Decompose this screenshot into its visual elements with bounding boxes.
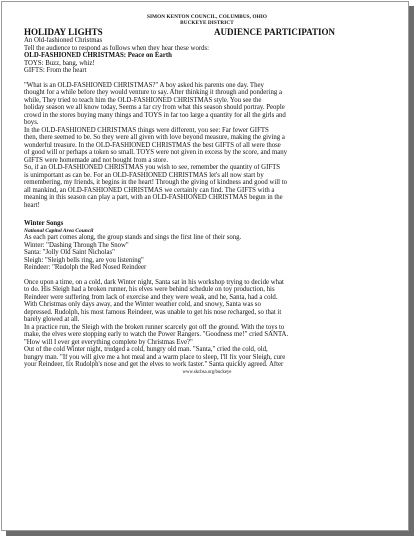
cue-old-fashioned: OLD-FASHIONED CHRISTMAS: Peace on Earth <box>24 52 172 59</box>
section1-intro: Tell the audience to respond as follows when they hear these words: <box>24 44 210 52</box>
song-part: Sleigh: "Sleigh bells ring, are you listening" <box>24 256 144 264</box>
title-left: HOLIDAY LIGHTS <box>24 27 103 37</box>
paragraph-line: holiday season we all know today, Seems a far cry from what this season should portray. People <box>24 104 285 111</box>
song-parts-list <box>24 242 390 272</box>
paragraph-line: thought for a while before they would venture to say. After thinking it through and pondering a <box>24 89 282 96</box>
story-old-fashioned <box>24 82 390 210</box>
paragraph-line: Reindeer were suffering from lack of exercise and they were weak, and he, Santa, had a cold. <box>24 293 278 301</box>
paragraph-line: barely glowed at all. <box>24 316 80 323</box>
paragraph-line: "How will I ever get everything complete by Christmas Eve?" <box>24 338 193 346</box>
title-right: AUDIENCE PARTICIPATION <box>214 27 335 37</box>
paragraph-line: all mankind, an OLD-FASHIONED CHRISTMAS we certainly can find. The GIFTS with a <box>24 186 275 194</box>
section1-subtitle: An Old-fashioned Christmas <box>24 37 103 44</box>
document-page <box>24 14 390 376</box>
song-part: Winter: "Dashing Through The Snow" <box>24 241 129 249</box>
org-line-1: SIMON KENTON COUNCIL, COLUMBUS, OHIO <box>147 14 267 20</box>
cue-gifts: GIFTS: From the heart <box>24 67 87 74</box>
section2-source: National Capitol Area Council <box>24 227 94 234</box>
paragraph-line: your Reindeer, fix Rudolph's nose and get the elves to work faster." Santa quickly agreed. After <box>24 361 284 368</box>
paragraph-line: of good will or perhaps a token so small. TOYS were not given in excess by the score, and many <box>24 149 288 156</box>
paragraph-line: remembering, my friends, it begins in the heart! Through the giving of kindness and good will to <box>24 179 288 186</box>
paragraph-line: heart! <box>24 201 40 209</box>
paragraph-line: while, They tried to teach him the OLD-FASHIONED CHRISTMAS style. You see the <box>24 96 262 104</box>
section2-intro: As each part comes along, the group stands and sings the first line of their song. <box>24 234 242 241</box>
title-row <box>24 27 390 37</box>
section2-subtitle: Winter Songs <box>24 220 64 227</box>
paragraph-line: then, there seemed to be. So they were all given with love beyond measure, making the giving a <box>24 134 285 141</box>
story-winter-songs <box>24 279 390 369</box>
paragraph-line: hungry man. "If you will give me a hot meal and a warm place to sleep, I'll fix your Sleigh, cure <box>24 353 286 361</box>
paragraph-line: "What is an OLD-FASHIONED CHRISTMAS?" A boy asked his parents one day. They <box>24 81 264 89</box>
paragraph-line: In a practice run, the Sleigh with the broken runner scarcely got off the ground. With the toys to <box>24 323 285 331</box>
footer-url: www.skcbsa.org/buckeye <box>182 369 232 375</box>
paragraph-line: With Christmas only days away, and the Winter weather cold, and snowy, Santa was so <box>24 301 261 308</box>
paragraph-line: boys. <box>24 119 39 126</box>
paragraph-line: Out of the cold Winter night, trudged a cold, hungry old man. "Santa," cried the cold, old, <box>24 346 268 353</box>
cue-toys: TOYS: Buzz, bang, whiz! <box>24 59 95 67</box>
document-frame <box>1 1 409 531</box>
song-part: Reindeer: "Rudolph the Red Nosed Reindeer <box>24 264 147 271</box>
paragraph-line: to do. His Sleigh had a broken runner, his elves were behind schedule on toy production, his <box>24 286 275 293</box>
paragraph-line: crowd in the stores buying many things and TOYS in far too large a quantity for all the girls and <box>24 111 286 119</box>
paragraph-line: meaning in this season can play a part, with an OLD-FASHIONED CHRISTMAS begun in the <box>24 194 283 201</box>
paragraph-line: is unimportant as can be. For an OLD-FASHIONED CHRISTMAS let's all now start by <box>24 171 264 179</box>
paragraph-line: make, the elves were stopping early to watch the Power Rangers. "Goodness me!" cried SANTA. <box>24 331 289 338</box>
paragraph-line: GIFTS were homemade and not bought from a store. <box>24 156 169 164</box>
paragraph-line: So, if an OLD-FASHIONED CHRISTMAS you wish to see, remember the quantity of GIFTS <box>24 164 281 171</box>
paragraph-line: Once upon a time, on a cold, dark Winter night, Santa sat in his workshop trying to decide what <box>24 278 284 286</box>
paragraph-line: wonderful treasure. In the OLD-FASHIONED CHRISTMAS the best GIFTS of all were those <box>24 141 281 149</box>
song-part: Santa: "Jolly Old Saint Nicholas" <box>24 249 115 256</box>
org-line-2: BUCKEYE DISTRICT <box>180 20 234 26</box>
paragraph-line: In the OLD-FASHIONED CHRISTMAS things were different, you see: Far fewer GIFTS <box>24 126 269 134</box>
paragraph-line: depressed. Rudolph, his most famous Reindeer, was unable to get his nose recharged, so that it <box>24 308 282 316</box>
